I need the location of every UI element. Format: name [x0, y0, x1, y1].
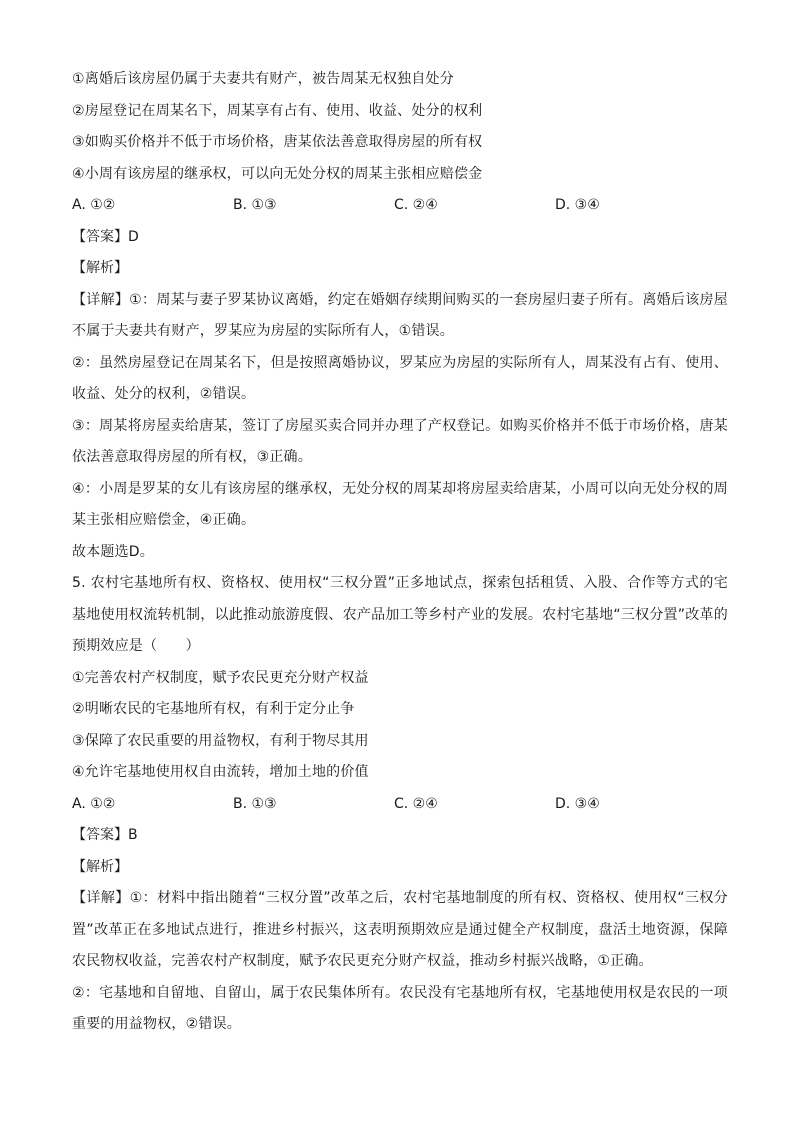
q4-detail-1: 【详解】①：周某与妻子罗某协议离婚，约定在婚姻存续期间购买的一套房屋归妻子所有。离婚后该房屋不属于夫妻共有财产，罗某应为房屋的实际所有人，①错误。 [72, 291, 728, 339]
q5-statement-3: ③保障了农民重要的用益物权，有利于物尽其用 [72, 732, 369, 749]
q5-analysis-label: 【解析】 [72, 858, 128, 875]
q4-option-b: B. ①③ [233, 197, 277, 213]
q4-option-d: D. ③④ [555, 197, 600, 213]
q4-detail-3: ③：周某将房屋卖给唐某，签订了房屋买卖合同并办理了产权登记。如购买价格并不低于市场价格，唐某依法善意取得房屋的所有权，③正确。 [72, 417, 728, 465]
q5-option-c: C. ②④ [394, 795, 438, 812]
q5-statement-1: ①完善农村产权制度，赋予农民更充分财产权益 [72, 669, 369, 686]
q4-statement-2: ②房屋登记在周某名下，周某享有占有、使用、收益、处分的权利 [72, 102, 483, 119]
q4-options [72, 190, 728, 222]
q5-options [72, 789, 728, 821]
q4-option-c: C. ②④ [394, 197, 438, 213]
q5-stem: 5. 农村宅基地所有权、资格权、使用权“三权分置”正多地试点，探索包括租赁、入股、合作等方式的宅基地使用权流转机制，以此推动旅游度假、农产品加工等乡村产业的发展。农村宅基地“三权分置”改革的预期效应是（ ） [72, 575, 728, 654]
q4-statement-4: ④小周有该房屋的继承权，可以向无处分权的周某主张相应赔偿金 [72, 165, 483, 182]
document-page [72, 64, 728, 1041]
q5-option-d: D. ③④ [555, 795, 600, 812]
q5-option-b: B. ①③ [233, 795, 277, 812]
q4-analysis-label: 【解析】 [72, 260, 128, 276]
q4-statement-1: ①离婚后该房屋仍属于夫妻共有财产，被告周某无权独自处分 [72, 71, 454, 87]
q4-option-a: A. ①② [72, 197, 116, 213]
q4-conclusion: 故本题选D。 [72, 543, 154, 560]
q4-answer: 【答案】D [72, 228, 139, 245]
q4-statement-3: ③如购买价格并不低于市场价格，唐某依法善意取得房屋的所有权 [72, 134, 483, 150]
q5-detail-1: 【详解】①：材料中指出随着“三权分置”改革之后，农村宅基地制度的所有权、资格权、使用权“三权分置”改革正在多地试点进行，推进乡村振兴，这表明预期效应是通过健全产权制度，盘活土地资源，保障农民物权收益，完善农村产权制度，赋予农民更充分财产权益，推动乡村振兴战略，①正确。 [72, 890, 728, 969]
q5-answer: 【答案】B [72, 827, 138, 843]
q5-detail-2: ②：宅基地和自留地、自留山，属于农民集体所有。农民没有宅基地所有权，宅基地使用权是农民的一项重要的用益物权，②错误。 [72, 984, 728, 1032]
q5-statement-4: ④允许宅基地使用权自由流转，增加土地的价值 [72, 764, 369, 780]
q4-detail-4: ④：小周是罗某的女儿有该房屋的继承权，无处分权的周某却将房屋卖给唐某，小周可以向无处分权的周某主张相应赔偿金，④正确。 [72, 480, 728, 528]
q4-detail-2: ②：虽然房屋登记在周某名下，但是按照离婚协议，罗某应为房屋的实际所有人，周某没有占有、使用、收益、处分的权利，②错误。 [72, 354, 728, 402]
q5-statement-2: ②明晰农民的宅基地所有权，有利于定分止争 [72, 701, 355, 717]
q5-option-a: A. ①② [72, 795, 116, 812]
